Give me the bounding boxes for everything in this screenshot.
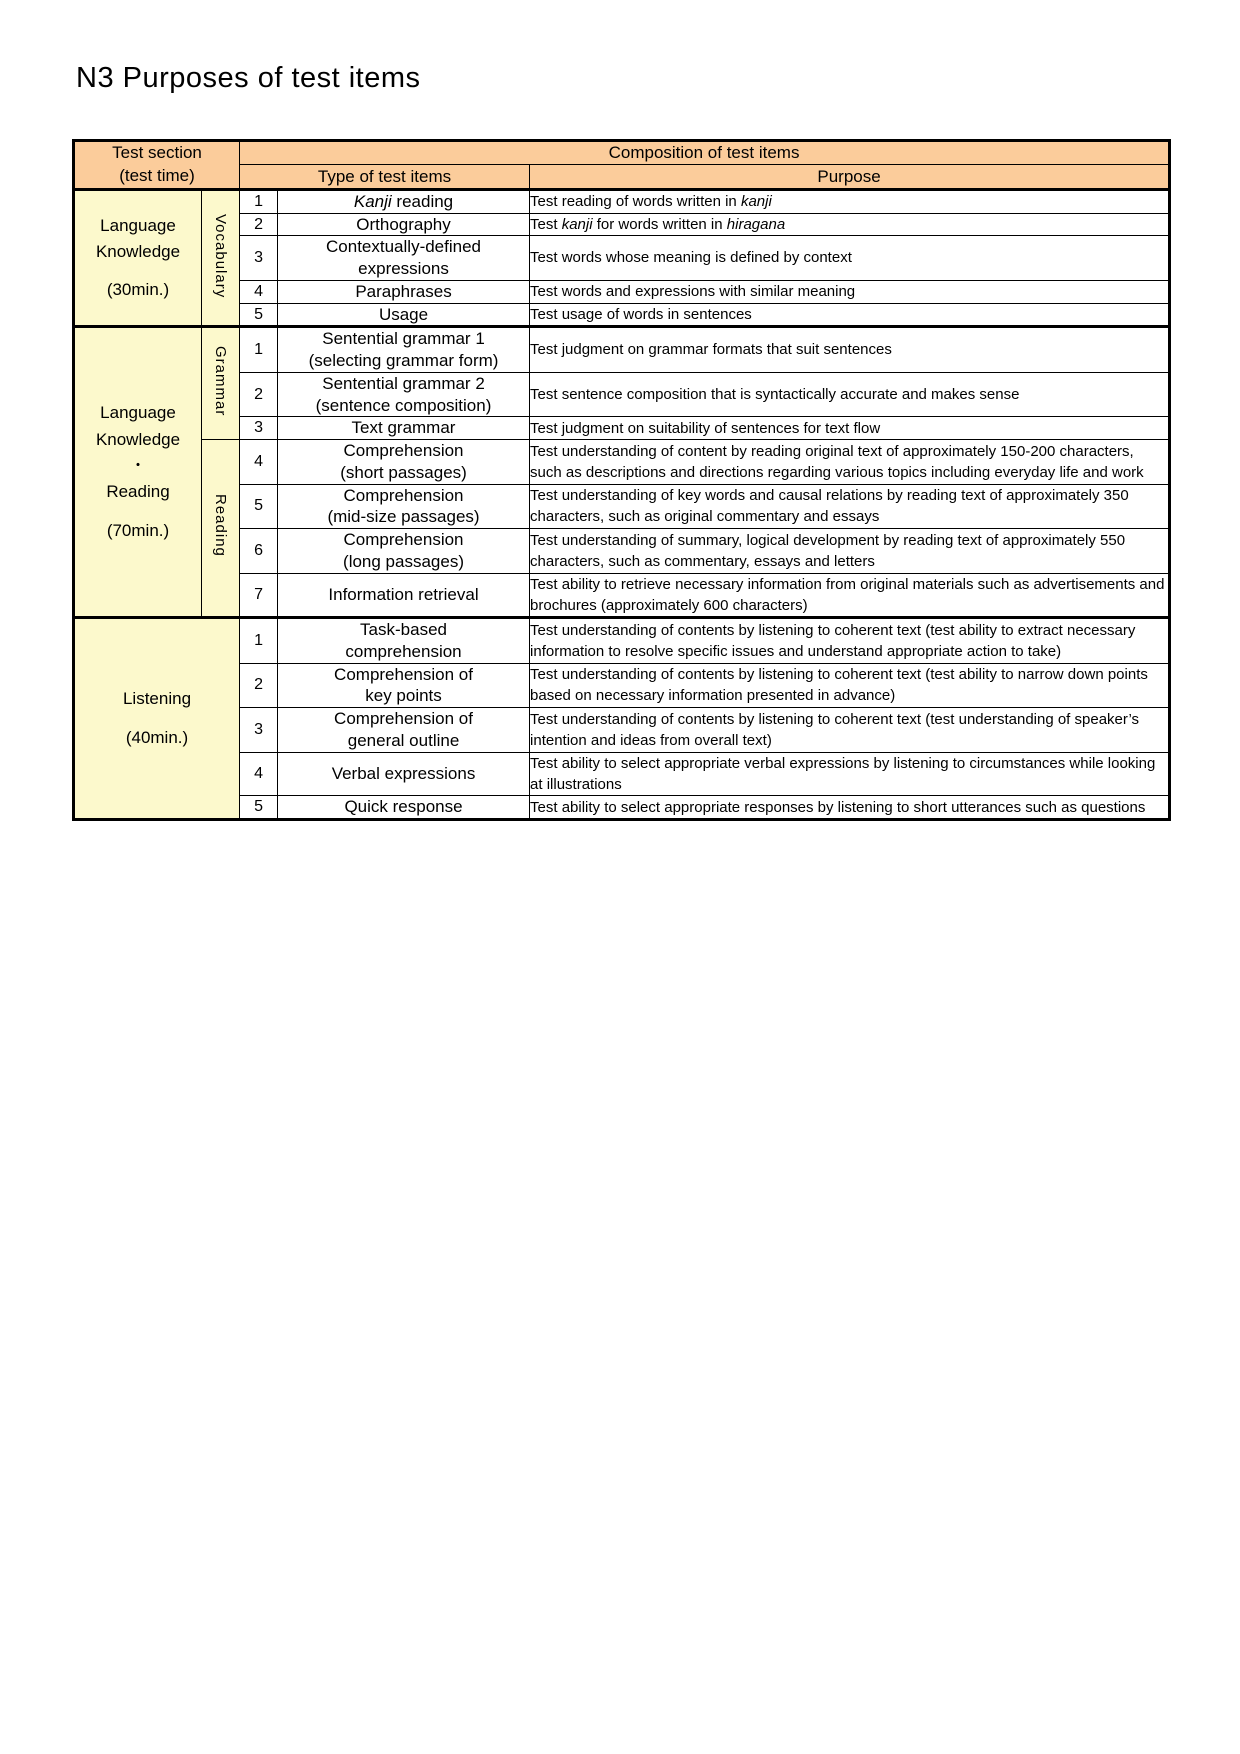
section-name-line1: Listening: [122, 689, 192, 709]
section-label-language-knowledge-reading: [74, 327, 202, 618]
item-type: [278, 236, 530, 281]
header-composition: Composition of test items: [240, 141, 1170, 165]
item-number: 3: [240, 236, 278, 281]
item-type-line1: Comprehension: [343, 485, 464, 505]
item-number: 4: [240, 280, 278, 303]
item-type-line2: comprehension: [345, 641, 462, 661]
item-type: [278, 189, 530, 213]
item-type: Orthography: [278, 213, 530, 236]
item-type: [278, 708, 530, 753]
item-type-line2: (mid-size passages): [327, 507, 480, 527]
item-number: 1: [240, 327, 278, 373]
item-purpose: [530, 213, 1170, 236]
item-number: 2: [240, 663, 278, 708]
item-number: 3: [240, 417, 278, 440]
skill-text-reading: Reading: [212, 494, 229, 558]
item-purpose: Test sentence composition that is syntactically accurate and makes sense: [530, 372, 1170, 417]
header-test-section: [74, 141, 240, 190]
item-type-line2: (long passages): [343, 551, 464, 571]
item-type: Information retrieval: [278, 573, 530, 618]
item-purpose: Test judgment on suitability of sentences for text flow: [530, 417, 1170, 440]
table-row: [74, 189, 1170, 213]
item-purpose: Test understanding of contents by listening to coherent text (test ability to narrow down points based on necessary information presented in advance): [530, 663, 1170, 708]
item-purpose: Test ability to retrieve necessary information from original materials such as advertisements and brochures (approximately 600 characters): [530, 573, 1170, 618]
item-type-line1: Comprehension: [343, 530, 464, 550]
item-type: [278, 327, 530, 373]
item-number: 7: [240, 573, 278, 618]
skill-label-grammar: [202, 327, 240, 440]
header-purpose: Purpose: [530, 165, 1170, 189]
item-type: [278, 440, 530, 485]
item-number: 4: [240, 752, 278, 796]
purpose-text-2: for words written in: [592, 215, 727, 233]
section-name-line3: Reading: [106, 482, 170, 502]
item-purpose: Test understanding of summary, logical development by reading text of approximately 550 characters, such as commentary, essays and letters: [530, 529, 1170, 574]
skill-label-reading: [202, 440, 240, 618]
item-type: [278, 618, 530, 664]
skill-text-vocabulary: Vocabulary: [212, 213, 229, 298]
item-purpose: Test understanding of content by reading original text of approximately 150-200 characters, such as descriptions and directions regarding various topics including everyday life and work: [530, 440, 1170, 485]
section-time: (70min.): [106, 520, 170, 540]
item-purpose: Test words whose meaning is defined by context: [530, 236, 1170, 281]
purpose-text: Test: [530, 215, 562, 233]
section-label-listening: [74, 618, 240, 820]
table-row: [74, 327, 1170, 373]
table-row: [74, 618, 1170, 664]
item-type-line1: Comprehension: [343, 441, 464, 461]
section-name-line1: Language: [100, 215, 176, 235]
item-purpose: Test understanding of contents by listening to coherent text (test understanding of speaker’s intention and ideas from overall text): [530, 708, 1170, 753]
item-type-line2: (sentence composition): [315, 395, 492, 415]
item-number: 5: [240, 484, 278, 529]
skill-label-vocabulary: [202, 189, 240, 327]
table-header-row-1: [74, 141, 1170, 165]
section-name-line2: Knowledge: [95, 241, 181, 261]
purpose-italic: kanji: [740, 193, 772, 211]
item-number: 4: [240, 440, 278, 485]
section-name-line1: Language: [100, 403, 176, 423]
item-purpose: Test understanding of key words and causal relations by reading text of approximately 350 characters, such as original commentary and essays: [530, 484, 1170, 529]
item-purpose: Test usage of words in sentences: [530, 303, 1170, 327]
header-test-section-line2: (test time): [119, 165, 195, 185]
item-type: [278, 529, 530, 574]
item-type: Verbal expressions: [278, 752, 530, 796]
item-type-line1: Sentential grammar 2: [322, 373, 485, 393]
item-number: 5: [240, 796, 278, 820]
item-type: [278, 484, 530, 529]
test-items-table: [72, 139, 1171, 821]
item-type: Paraphrases: [278, 280, 530, 303]
header-type-of-test-items: Type of test items: [240, 165, 530, 189]
item-number: 1: [240, 618, 278, 664]
skill-text-grammar: Grammar: [212, 346, 229, 417]
item-number: 2: [240, 213, 278, 236]
item-type-line1: Task-based: [360, 620, 447, 640]
section-name-dot: ・: [129, 456, 147, 476]
item-type-italic: Kanji: [353, 191, 392, 211]
item-type: [278, 663, 530, 708]
item-type-line2: general outline: [347, 730, 460, 750]
header-test-section-line1: Test section: [112, 143, 202, 162]
item-type: Usage: [278, 303, 530, 327]
item-type-line1: Sentential grammar 1: [322, 329, 485, 349]
item-number: 3: [240, 708, 278, 753]
item-type-line2: (selecting grammar form): [308, 351, 499, 371]
item-type-line1: Comprehension of: [334, 664, 473, 684]
purpose-italic: kanji: [561, 215, 593, 233]
item-type: Quick response: [278, 796, 530, 820]
item-type: Text grammar: [278, 417, 530, 440]
item-number: 5: [240, 303, 278, 327]
purpose-text: Test reading of words written in: [530, 193, 741, 211]
item-type-rest: reading: [391, 191, 454, 211]
item-number: 1: [240, 189, 278, 213]
item-purpose: Test words and expressions with similar meaning: [530, 280, 1170, 303]
item-type: [278, 372, 530, 417]
item-number: 2: [240, 372, 278, 417]
item-type-line2: key points: [365, 686, 442, 706]
item-type-line1: Comprehension of: [334, 709, 473, 729]
section-name-line2: Knowledge: [95, 429, 181, 449]
item-purpose: Test ability to select appropriate verbal expressions by listening to circumstances while looking at illustrations: [530, 752, 1170, 796]
item-type-line2: expressions: [358, 259, 449, 279]
section-label-language-knowledge: [74, 189, 202, 327]
item-number: 6: [240, 529, 278, 574]
item-type-line1: Contextually-defined: [326, 237, 481, 257]
item-type-line2: (short passages): [340, 462, 467, 482]
item-purpose: Test ability to select appropriate responses by listening to short utterances such as questions: [530, 796, 1170, 820]
section-time: (30min.): [106, 280, 170, 300]
purpose-italic-2: hiragana: [726, 215, 786, 233]
item-purpose: Test judgment on grammar formats that suit sentences: [530, 327, 1170, 373]
table-row: [74, 440, 1170, 485]
item-purpose: Test understanding of contents by listening to coherent text (test ability to extract necessary information to resolve specific issues and understand appropriate action to take): [530, 618, 1170, 664]
page-title: N3 Purposes of test items: [76, 62, 421, 94]
section-time: (40min.): [125, 727, 189, 747]
item-purpose: [530, 189, 1170, 213]
